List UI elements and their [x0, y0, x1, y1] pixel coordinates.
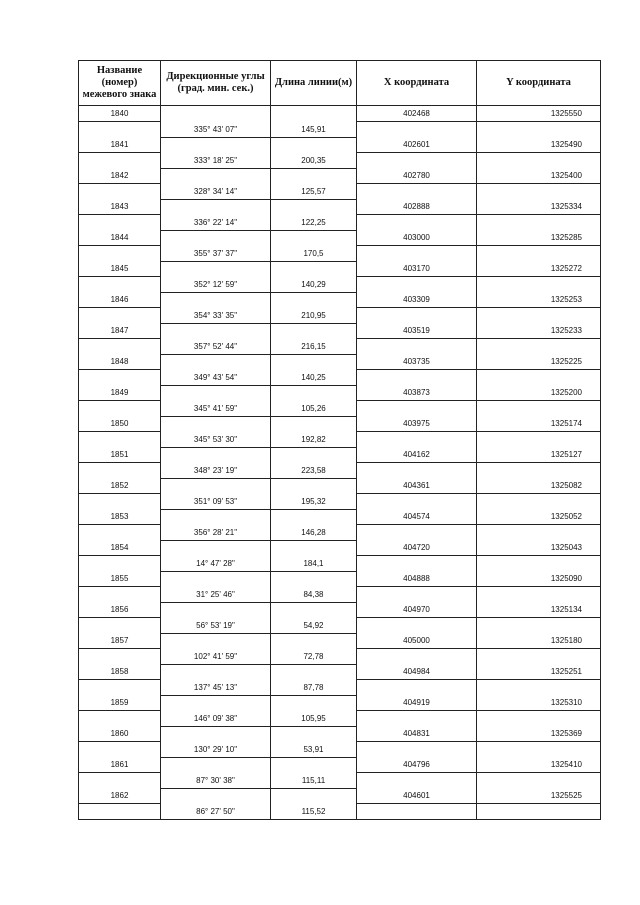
empty-cell: [477, 401, 601, 417]
table-row-segment: [79, 401, 601, 417]
header-x-coordinate: X координата: [357, 61, 477, 106]
empty-cell: [79, 463, 161, 479]
empty-cell: [357, 618, 477, 634]
empty-cell: [477, 308, 601, 324]
marker-name-cell: 1842: [79, 168, 161, 184]
empty-cell: [271, 354, 357, 370]
empty-cell: [79, 680, 161, 696]
empty-cell: [357, 277, 477, 293]
table-row-point: [79, 385, 601, 401]
x-coordinate-cell: 404162: [357, 447, 477, 463]
empty-cell: [79, 246, 161, 262]
table-row-point: [79, 354, 601, 370]
table-row-segment: [79, 556, 601, 572]
empty-cell: [271, 509, 357, 525]
empty-cell: [161, 230, 271, 246]
table-row-segment: [79, 339, 601, 355]
line-length-cell: 146,28: [271, 525, 357, 541]
table-row-segment: [79, 463, 601, 479]
marker-name-cell: 1857: [79, 633, 161, 649]
empty-cell: [357, 556, 477, 572]
x-coordinate-cell: 403309: [357, 292, 477, 308]
table-row-point: [79, 633, 601, 649]
empty-cell: [357, 773, 477, 789]
coordinates-table-sheet: [78, 60, 600, 820]
marker-name-cell: 1862: [79, 788, 161, 804]
empty-cell: [161, 602, 271, 618]
empty-cell: [271, 757, 357, 773]
y-coordinate-cell: 1325272: [477, 261, 601, 277]
table-row-point: [79, 540, 601, 556]
empty-cell: [79, 587, 161, 603]
table-row-point: [79, 602, 601, 618]
direction-angle-cell: 56° 53' 19": [161, 618, 271, 634]
empty-cell: [477, 432, 601, 448]
table-row-segment: [79, 215, 601, 231]
direction-angle-cell: 345° 41' 59": [161, 401, 271, 417]
x-coordinate-cell: 403170: [357, 261, 477, 277]
direction-angle-cell: 357° 52' 44": [161, 339, 271, 355]
empty-cell: [271, 571, 357, 587]
empty-cell: [357, 401, 477, 417]
header-direction-angle: Дирекционные углы (град. мин. сек.): [161, 61, 271, 106]
direction-angle-cell: 352° 12' 59": [161, 277, 271, 293]
table-row-segment: [79, 587, 601, 603]
y-coordinate-cell: 1325180: [477, 633, 601, 649]
empty-cell: [271, 385, 357, 401]
table-row-segment: [79, 184, 601, 200]
marker-name-cell: 1847: [79, 323, 161, 339]
marker-name-cell: 1859: [79, 695, 161, 711]
header-line-length: Длина линии(м): [271, 61, 357, 106]
marker-name-cell: 1846: [79, 292, 161, 308]
x-coordinate-cell: 402780: [357, 168, 477, 184]
y-coordinate-cell: 1325310: [477, 695, 601, 711]
x-coordinate-cell: 402468: [357, 106, 477, 122]
y-coordinate-cell: 1325334: [477, 199, 601, 215]
direction-angle-cell: 345° 53' 30": [161, 432, 271, 448]
table-row-point: [79, 695, 601, 711]
line-length-cell: 54,92: [271, 618, 357, 634]
table-row-segment: [79, 370, 601, 386]
y-coordinate-cell: 1325490: [477, 137, 601, 153]
table-row-segment: [79, 649, 601, 665]
marker-name-cell: 1844: [79, 230, 161, 246]
coordinates-table: [78, 60, 601, 820]
marker-name-cell: 1849: [79, 385, 161, 401]
empty-cell: [477, 773, 601, 789]
line-length-cell: 122,25: [271, 215, 357, 231]
empty-cell: [357, 215, 477, 231]
table-row-point: [79, 261, 601, 277]
y-coordinate-cell: 1325251: [477, 664, 601, 680]
table-row-segment: [79, 246, 601, 262]
empty-cell: [271, 478, 357, 494]
empty-cell: [357, 525, 477, 541]
empty-cell: [79, 308, 161, 324]
direction-angle-cell: 328° 34' 14": [161, 184, 271, 200]
empty-cell: [357, 432, 477, 448]
empty-cell: [271, 230, 357, 246]
x-coordinate-cell: 404831: [357, 726, 477, 742]
direction-angle-cell: 130° 29' 10": [161, 742, 271, 758]
empty-cell: [271, 137, 357, 153]
empty-cell: [477, 804, 601, 820]
direction-angle-cell: 146° 09' 38": [161, 711, 271, 727]
empty-cell: [161, 199, 271, 215]
y-coordinate-cell: 1325082: [477, 478, 601, 494]
x-coordinate-cell: 404984: [357, 664, 477, 680]
x-coordinate-cell: 403873: [357, 385, 477, 401]
y-coordinate-cell: 1325174: [477, 416, 601, 432]
direction-angle-cell: 86° 27' 50": [161, 804, 271, 820]
table-row-point: [79, 230, 601, 246]
x-coordinate-cell: 404919: [357, 695, 477, 711]
empty-cell: [271, 633, 357, 649]
empty-cell: [79, 618, 161, 634]
empty-cell: [477, 153, 601, 169]
line-length-cell: 192,82: [271, 432, 357, 448]
empty-cell: [79, 556, 161, 572]
y-coordinate-cell: 1325052: [477, 509, 601, 525]
empty-cell: [79, 277, 161, 293]
empty-cell: [271, 664, 357, 680]
empty-cell: [79, 804, 161, 820]
direction-angle-cell: 336° 22' 14": [161, 215, 271, 231]
empty-cell: [79, 215, 161, 231]
table-row-segment: [79, 122, 601, 138]
empty-cell: [357, 742, 477, 758]
y-coordinate-cell: 1325253: [477, 292, 601, 308]
empty-cell: [161, 323, 271, 339]
direction-angle-cell: 356° 28' 21": [161, 525, 271, 541]
empty-cell: [477, 742, 601, 758]
line-length-cell: 200,35: [271, 153, 357, 169]
marker-name-cell: 1856: [79, 602, 161, 618]
table-row-point: [79, 168, 601, 184]
empty-cell: [79, 742, 161, 758]
y-coordinate-cell: 1325043: [477, 540, 601, 556]
table-row-segment: [79, 773, 601, 789]
line-length-cell: 195,32: [271, 494, 357, 510]
empty-cell: [161, 571, 271, 587]
table-row-segment: [79, 432, 601, 448]
empty-cell: [477, 711, 601, 727]
y-coordinate-cell: 1325134: [477, 602, 601, 618]
direction-angle-cell: 355° 37' 37": [161, 246, 271, 262]
line-length-cell: 87,78: [271, 680, 357, 696]
x-coordinate-cell: 404720: [357, 540, 477, 556]
empty-cell: [357, 711, 477, 727]
y-coordinate-cell: 1325225: [477, 354, 601, 370]
empty-cell: [357, 680, 477, 696]
marker-name-cell: 1853: [79, 509, 161, 525]
line-length-cell: 84,38: [271, 587, 357, 603]
empty-cell: [271, 788, 357, 804]
table-row-segment: [79, 277, 601, 293]
empty-cell: [271, 261, 357, 277]
table-row-segment: [79, 494, 601, 510]
empty-cell: [271, 695, 357, 711]
empty-cell: [357, 339, 477, 355]
empty-cell: [79, 370, 161, 386]
empty-cell: [161, 447, 271, 463]
direction-angle-cell: 349° 43' 54": [161, 370, 271, 386]
y-coordinate-cell: 1325525: [477, 788, 601, 804]
empty-cell: [271, 106, 357, 122]
empty-cell: [161, 788, 271, 804]
empty-cell: [79, 525, 161, 541]
table-row-point: [79, 447, 601, 463]
table-row-point: [79, 788, 601, 804]
x-coordinate-cell: 402888: [357, 199, 477, 215]
empty-cell: [477, 122, 601, 138]
y-coordinate-cell: 1325285: [477, 230, 601, 246]
table-row-segment: [79, 804, 601, 820]
table-row-segment: [79, 525, 601, 541]
x-coordinate-cell: 404888: [357, 571, 477, 587]
empty-cell: [357, 463, 477, 479]
marker-name-cell: 1855: [79, 571, 161, 587]
empty-cell: [357, 804, 477, 820]
direction-angle-cell: 137° 45' 13": [161, 680, 271, 696]
marker-name-cell: 1861: [79, 757, 161, 773]
y-coordinate-cell: 1325233: [477, 323, 601, 339]
direction-angle-cell: 333° 18' 25": [161, 153, 271, 169]
marker-name-cell: 1854: [79, 540, 161, 556]
table-body: [79, 106, 601, 820]
x-coordinate-cell: 402601: [357, 137, 477, 153]
empty-cell: [477, 277, 601, 293]
empty-cell: [477, 525, 601, 541]
marker-name-cell: 1858: [79, 664, 161, 680]
empty-cell: [271, 447, 357, 463]
y-coordinate-cell: 1325410: [477, 757, 601, 773]
empty-cell: [357, 494, 477, 510]
empty-cell: [79, 494, 161, 510]
table-row-point: [79, 416, 601, 432]
table-row-point: [79, 478, 601, 494]
line-length-cell: 140,29: [271, 277, 357, 293]
y-coordinate-cell: 1325400: [477, 168, 601, 184]
empty-cell: [477, 587, 601, 603]
empty-cell: [477, 649, 601, 665]
marker-name-cell: 1841: [79, 137, 161, 153]
x-coordinate-cell: 404796: [357, 757, 477, 773]
x-coordinate-cell: 404574: [357, 509, 477, 525]
line-length-cell: 140,25: [271, 370, 357, 386]
line-length-cell: 115,52: [271, 804, 357, 820]
empty-cell: [357, 308, 477, 324]
line-length-cell: 223,58: [271, 463, 357, 479]
x-coordinate-cell: 404361: [357, 478, 477, 494]
empty-cell: [161, 385, 271, 401]
x-coordinate-cell: 404970: [357, 602, 477, 618]
empty-cell: [477, 246, 601, 262]
empty-cell: [477, 463, 601, 479]
empty-cell: [161, 106, 271, 122]
x-coordinate-cell: 405000: [357, 633, 477, 649]
empty-cell: [271, 323, 357, 339]
table-header-row: [79, 61, 601, 106]
empty-cell: [271, 416, 357, 432]
header-y-coordinate: Y координата: [477, 61, 601, 106]
line-length-cell: 125,57: [271, 184, 357, 200]
empty-cell: [477, 215, 601, 231]
line-length-cell: 170,5: [271, 246, 357, 262]
x-coordinate-cell: 403735: [357, 354, 477, 370]
empty-cell: [161, 478, 271, 494]
line-length-cell: 145,91: [271, 122, 357, 138]
empty-cell: [79, 122, 161, 138]
empty-cell: [477, 680, 601, 696]
table-row-point: [79, 509, 601, 525]
direction-angle-cell: 351° 09' 53": [161, 494, 271, 510]
table-row-point: [79, 137, 601, 153]
direction-angle-cell: 31° 25' 46": [161, 587, 271, 603]
x-coordinate-cell: 404601: [357, 788, 477, 804]
empty-cell: [161, 137, 271, 153]
empty-cell: [271, 726, 357, 742]
empty-cell: [161, 416, 271, 432]
line-length-cell: 105,26: [271, 401, 357, 417]
empty-cell: [161, 354, 271, 370]
empty-cell: [161, 726, 271, 742]
empty-cell: [79, 339, 161, 355]
empty-cell: [161, 633, 271, 649]
empty-cell: [79, 153, 161, 169]
direction-angle-cell: 14° 47' 28": [161, 556, 271, 572]
direction-angle-cell: 354° 33' 35": [161, 308, 271, 324]
table-row-point: [79, 323, 601, 339]
y-coordinate-cell: 1325090: [477, 571, 601, 587]
table-row-segment: [79, 153, 601, 169]
y-coordinate-cell: 1325369: [477, 726, 601, 742]
empty-cell: [79, 432, 161, 448]
marker-name-cell: 1850: [79, 416, 161, 432]
y-coordinate-cell: 1325200: [477, 385, 601, 401]
table-row-point: [79, 757, 601, 773]
direction-angle-cell: 335° 43' 07": [161, 122, 271, 138]
table-row-point: [79, 292, 601, 308]
marker-name-cell: 1852: [79, 478, 161, 494]
line-length-cell: 216,15: [271, 339, 357, 355]
marker-name-cell: 1840: [79, 106, 161, 122]
empty-cell: [79, 773, 161, 789]
empty-cell: [271, 292, 357, 308]
empty-cell: [161, 292, 271, 308]
line-length-cell: 210,95: [271, 308, 357, 324]
empty-cell: [477, 494, 601, 510]
x-coordinate-cell: 403519: [357, 323, 477, 339]
line-length-cell: 105,95: [271, 711, 357, 727]
table-row-segment: [79, 680, 601, 696]
line-length-cell: 184,1: [271, 556, 357, 572]
x-coordinate-cell: 403975: [357, 416, 477, 432]
empty-cell: [357, 587, 477, 603]
empty-cell: [161, 168, 271, 184]
table-row-point: [79, 726, 601, 742]
empty-cell: [79, 649, 161, 665]
empty-cell: [357, 246, 477, 262]
direction-angle-cell: 87° 30' 38": [161, 773, 271, 789]
empty-cell: [477, 339, 601, 355]
empty-cell: [271, 199, 357, 215]
empty-cell: [161, 509, 271, 525]
table-row-segment: [79, 742, 601, 758]
line-length-cell: 72,78: [271, 649, 357, 665]
empty-cell: [161, 695, 271, 711]
empty-cell: [271, 602, 357, 618]
empty-cell: [271, 540, 357, 556]
empty-cell: [161, 261, 271, 277]
empty-cell: [477, 184, 601, 200]
y-coordinate-cell: 1325127: [477, 447, 601, 463]
empty-cell: [79, 711, 161, 727]
line-length-cell: 115,11: [271, 773, 357, 789]
y-coordinate-cell: 1325550: [477, 106, 601, 122]
table-row-segment: [79, 308, 601, 324]
empty-cell: [79, 401, 161, 417]
empty-cell: [161, 540, 271, 556]
header-marker-name: Название (номер) межевого знака: [79, 61, 161, 106]
table-row-point: [79, 106, 601, 122]
marker-name-cell: 1845: [79, 261, 161, 277]
table-row-point: [79, 199, 601, 215]
table-row-point: [79, 664, 601, 680]
line-length-cell: 53,91: [271, 742, 357, 758]
empty-cell: [477, 370, 601, 386]
empty-cell: [161, 757, 271, 773]
x-coordinate-cell: 403000: [357, 230, 477, 246]
table-row-point: [79, 571, 601, 587]
table-row-segment: [79, 711, 601, 727]
empty-cell: [357, 184, 477, 200]
direction-angle-cell: 348° 23' 19": [161, 463, 271, 479]
empty-cell: [477, 618, 601, 634]
empty-cell: [271, 168, 357, 184]
empty-cell: [357, 370, 477, 386]
marker-name-cell: 1851: [79, 447, 161, 463]
table-row-segment: [79, 618, 601, 634]
marker-name-cell: 1843: [79, 199, 161, 215]
empty-cell: [357, 122, 477, 138]
marker-name-cell: 1860: [79, 726, 161, 742]
empty-cell: [357, 649, 477, 665]
marker-name-cell: 1848: [79, 354, 161, 370]
empty-cell: [161, 664, 271, 680]
direction-angle-cell: 102° 41' 59": [161, 649, 271, 665]
empty-cell: [477, 556, 601, 572]
empty-cell: [357, 153, 477, 169]
empty-cell: [79, 184, 161, 200]
